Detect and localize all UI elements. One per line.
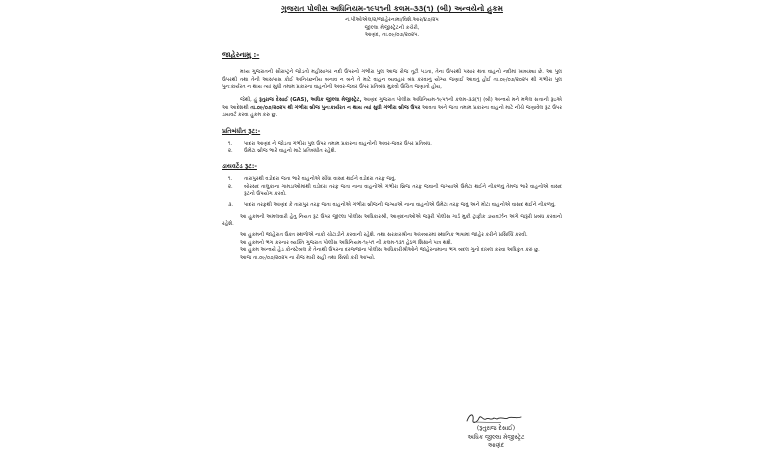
closing-paragraph: આજ તા.૦૯/૦૭/૨૦૨૫ ના રોજ મારી સહી તથા સિક્કો કરી આપ્યો.	[240, 254, 376, 261]
item-number: ૧.	[228, 176, 233, 183]
signatory-name: (રૂતુરાજ દેસાઈ)	[476, 425, 516, 432]
item-text: પાદરા તરફથી આણંદ કે તારાપુર તરફ જતા વાહનોએ ગંભીરા બ્રીજની જગ્યાએ નાના વાહનોએ ઉમેટા તરફ જવું અને મોટા વાહનોએ વાસદ થઈને નીકળવું.	[244, 202, 556, 209]
item-number: ૩.	[228, 202, 234, 209]
signature-block	[446, 410, 546, 451]
intro-paragraph: મધ્ય ગુજરાતની સૌરાષ્ટ્રને જોડતો મહીસાગર નદી ઉપરનો ગંભીરા પુલ આજ રોજ તૂટી પડતા, તેના ઉપરથી પસાર થતા વાહનો નદીમાં ખાબક્યા છે. આ પુલ ઉપરથી તથા તેની આસપાસ કોઈ અનિચ્છનીય બનાવ ન બને તે માટે વાહન વ્યવહાર બંધ કરવાનું યોગ્ય જણાઈ આવતું હોઈ તા.૦૯/૦૭/૨૦૨૫ થી ગંભીરા પુલ પુનઃકાર્યરત ન થાય ત્યાં સુધી તમામ પ્રકારના વાહનોની અવર-જવર ઉપર પ્રતિબંધ મુકવો ઉચિત જણાતો હોય,	[222, 69, 562, 91]
order-paragraph	[222, 97, 562, 119]
closing-paragraph: આ હુકમનો ભંગ કરનાર વ્યક્તિ ગુજરાત પોલીસ અધિનિયમ-૧૯૫૧ ની કલમ-૧૩૧ હેઠળ શિક્ષાને પાત્ર થશે.	[240, 239, 453, 246]
closing-paragraph: આ હુકમની જાહેરાત ઉક્ત સ્થળોએ નાકો ચોટાડીને કરવાની રહેશે. તથા સરકારશ્રીના અખબારમાં સ્થાનિક ભાષામાં જાહેર કરીને પ્રસિધ્ધિ કરવી.	[240, 232, 528, 239]
order-post: આવતા અને જતા તમામ પ્રકારના વાહનો માટે નીચે જણાવેલ રૂટ ઉપર ડાયવર્ટ કરવા હુકમ કરુ છુ.	[222, 104, 562, 119]
list-item	[222, 184, 562, 199]
signatory-designation: અધિક જીલ્લા મેજીસ્ટ્રેટ	[467, 433, 525, 441]
list-item	[222, 176, 562, 183]
document-title: ગુજરાત પોલીસ અધિનિયમ-૧૯૫૧ની કલમ-૩૩(૧) (બી) અન્વયેનો હુકમ	[281, 4, 503, 13]
list-item	[222, 148, 562, 155]
item-text: ઉમેટા બ્રીજ ભારે વાહનો માટે પ્રતિબંધીત રહેશે.	[244, 147, 337, 154]
reference-number: નં.પીઓએલ/૨/જાહેરનામા/વિશે.આર/૪૭/૨૫	[345, 16, 439, 23]
handwritten-signature	[446, 410, 546, 426]
item-text: તારાપુરથી વડોદરા જતા ભારે વાહનોએ સીંધા વાસદ થઈને વડોદરા તરફ જવું.	[244, 176, 397, 183]
notice-page	[222, 4, 562, 466]
diverted-route-list	[222, 176, 562, 210]
diverted-route-heading: ડાયવર્ટેડ રૂટ:-	[222, 163, 257, 171]
notice-heading: જાહેરનામુ :-	[222, 51, 260, 60]
item-number: ૧.	[228, 140, 233, 147]
order-pre: જેથી, હું	[240, 97, 258, 104]
place-date: આણંદ, તા.૦૯/૦૭/૨૦૨૫.	[364, 32, 420, 39]
order-mid: આણંદ ગુજરાત પોલીસ અધિનિયમ-૧૯૫૧ની કલમ-૩૩(૧) (બી) અન્વયે મને મળેલ સત્તાની રૂઇએ આ આદેશથી	[222, 97, 563, 111]
item-text: બોરસદ તાલુકાના ગામડાઓમાંથી વડોદરા તરફ જતા નાના વાહનોએ ગંભીરા બ્રિજ તરફ જવાની જગ્યાએ ઉમેટા થઈને નીકળવું તેમજ ભારે વાહનોએ વાસદ રૂટનો ઉપયોગ કરવો.	[244, 183, 562, 197]
signatory-place: આણંદ	[487, 442, 505, 450]
order-bold: તા.૦૯/૦૭/૨૦૨૫ થી ગંભીરા બ્રીજ પુનઃકાર્યરત ન થાય ત્યાં સુધી ગંભીરા બ્રીજ ઉપર	[250, 104, 421, 111]
list-item	[222, 141, 562, 148]
closing-paragraph: આ હુકમ અન્વયે હેડ કોન્સ્ટેબલ કે તેનાથી ઉપરના દરજ્જાના પોલીસ અધિકારીશ્રીઓને જાહેરનામાના ભંગ બદલ ગુનો દાખલ કરવા અધિકૃત કરું છુ.	[240, 247, 540, 254]
officer-name: રૂતુરાજ દેસાઈ (GAS), અધિક જીલ્લા મેજીસ્ટ્રેટ,	[259, 97, 362, 104]
restricted-route-list	[222, 141, 562, 156]
list-item	[222, 202, 562, 209]
item-number: ૨.	[228, 183, 233, 190]
restricted-route-heading: પ્રતિબંધીત રૂટ:-	[222, 127, 261, 135]
closing-paragraph: આ હુકમની અમલવારી હેતુ નિયત રૂટ ઉપર જીલ્લા પોલીસ અધિકારશ્રી, આણંદનાઓએ જરૂરી પોલીસ ગાર્ડ મુકી ટ્રાફીક ડાયવર્ઝન અંગે જરૂરી પ્રબંધ કરવાનો રહેશે.	[222, 213, 562, 228]
item-number: ૨.	[228, 147, 233, 154]
office-name: જીલ્લા મેજીસ્ટ્રેટની કચેરી,	[364, 24, 420, 31]
item-text: પાદરા આણંદ ને જોડતા ગંભીરા પુલ ઉપર તમામ પ્રકારના વાહનોની અવર-જવર ઉપર પ્રતિબંધ.	[244, 140, 432, 147]
